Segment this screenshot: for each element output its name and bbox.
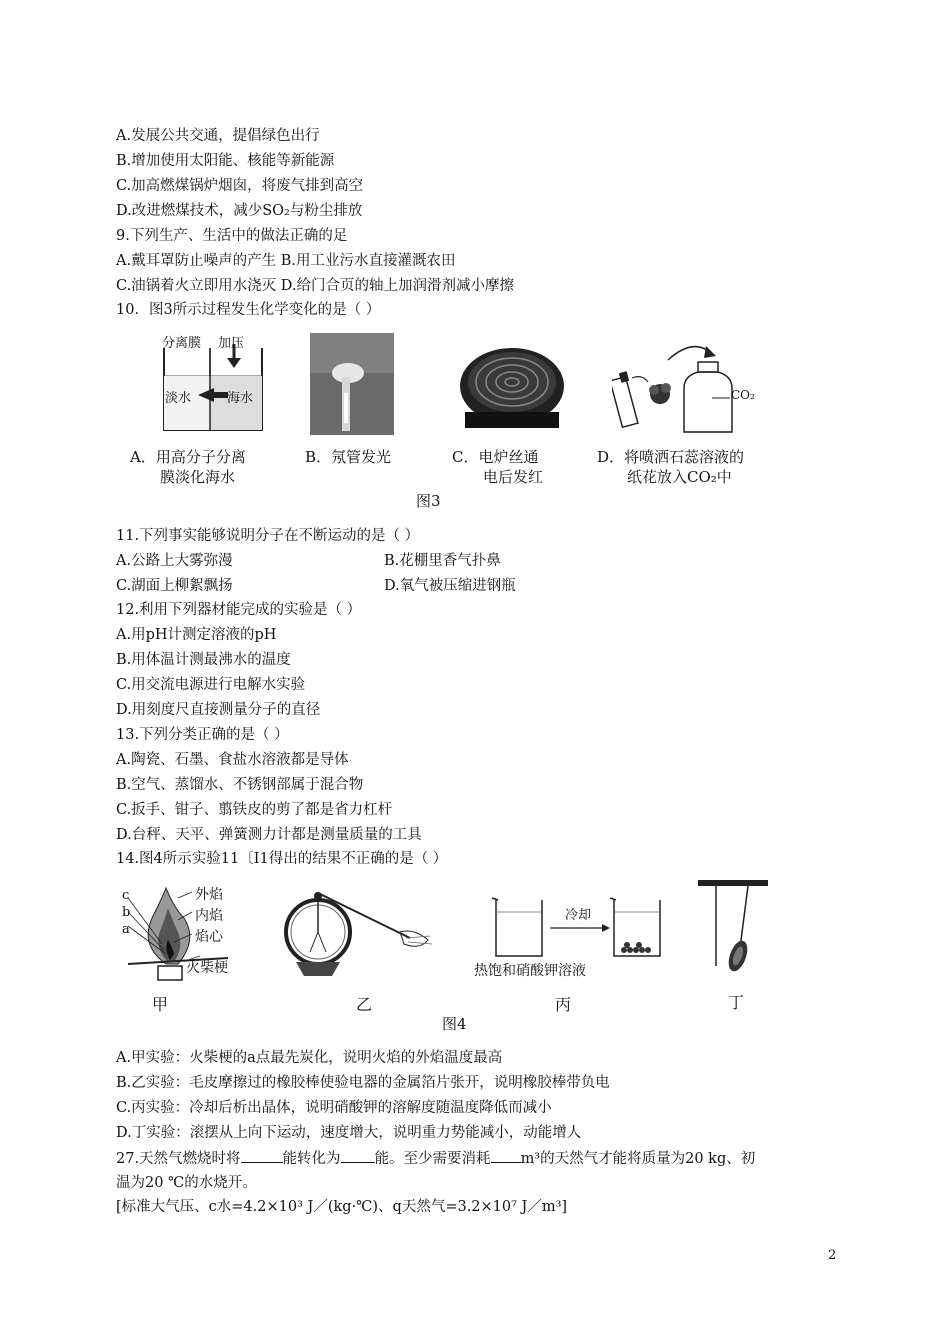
q8-option-d: D.改进燃煤技术，减少SO₂与粉尘排放 <box>116 203 363 219</box>
q11-option-b: B.花棚里香气扑鼻 <box>384 553 501 569</box>
fig4-label-b: b <box>122 905 131 920</box>
q12-option-b: B.用体温计测最沸水的温度 <box>116 652 291 668</box>
figure4-yi-electroscope <box>280 888 442 988</box>
figure3-b-neon-tube <box>310 333 394 435</box>
q11-option-a: A.公路上大雾弥漫 <box>116 553 233 569</box>
q9-stem: 9.下列生产、生活中的做法正确的足 <box>116 228 348 244</box>
fig3-caption-d-2: 纸花放入CO₂中 <box>627 468 732 486</box>
figure3-c-electric-stove <box>457 338 567 438</box>
fig4-outer-flame-label: 外焰 <box>195 887 223 903</box>
fig4-inner-flame-label: 内焰 <box>195 908 223 924</box>
fig3-sea-water-label: 海水 <box>227 391 254 406</box>
fig4-flame-core-label: 焰心 <box>195 929 223 945</box>
q8-option-b: B.增加使用太阳能、核能等新能源 <box>116 153 335 169</box>
q13-stem: 13.下列分类正确的是（ ） <box>116 727 289 743</box>
fig4-matchstick-label: 火柴梗 <box>186 960 228 976</box>
q11-option-d: D.氧气被压缩进钢瓶 <box>384 578 516 594</box>
fig3-caption-c-1: C．电炉丝通 <box>452 448 539 466</box>
fig3-press-label: 加压 <box>218 336 245 351</box>
fig4-label-ding: 丁 <box>728 993 745 1012</box>
q9-options-ab: A.戴耳罩防止噪声的产生 B.用工业污水直接灌溉农田 <box>116 253 456 269</box>
q14-option-d: D.丁实验：滚摆从上向下运动，速度增大，说明重力势能减小，动能增人 <box>116 1125 582 1141</box>
q11-option-c: C.湖面上柳絮飘扬 <box>116 578 233 594</box>
figure4-title: 图4 <box>442 1015 467 1033</box>
fig3-caption-b: B．氖管发光 <box>305 448 392 466</box>
q10-stem: 10．图3所示过程发生化学变化的是（ ） <box>116 302 381 318</box>
q11-stem: 11.下列事实能够说明分子在不断运动的是（ ） <box>116 528 420 544</box>
fig4-label-yi: 乙 <box>356 995 373 1014</box>
q27-part3: 能。至少需要消耗 <box>374 1151 491 1167</box>
figure3-d-co2-bottle <box>612 332 772 440</box>
fig4-label-a: a <box>122 922 130 937</box>
q13-option-a: A.陶瓷、石墨、食盐水溶液都是导体 <box>116 752 349 768</box>
fig3-membrane-label: 分离膜 <box>162 336 202 351</box>
figure4-jia-flame <box>118 884 248 984</box>
page-number: 2 <box>828 1248 837 1263</box>
q13-option-b: B.空气、蒸馏水、不锈钢部属于混合物 <box>116 777 364 793</box>
q27-line1 <box>116 1148 755 1169</box>
q27-blank-2 <box>341 1148 375 1163</box>
q8-option-a: A.发展公共交通，提倡绿色出行 <box>116 128 320 144</box>
figure3-title: 图3 <box>416 492 441 510</box>
fig3-caption-a-1: A．用高分子分离 <box>130 448 246 466</box>
q8-option-c: C.加高燃煤锅炉烟囱，将废气排到高空 <box>116 178 364 194</box>
q27-part1: 27.天然气燃烧时将 <box>116 1151 241 1167</box>
fig3-caption-d-1: D．将喷洒石蕊溶液的 <box>597 448 745 466</box>
q12-option-d: D.用刻度尺直接测量分子的直径 <box>116 702 321 718</box>
fig4-label-bing: 丙 <box>555 995 572 1014</box>
q27-constants: [标准大气压、c水=4.2×10³ J／(kg·℃)、q天然气=3.2×10⁷ J／m³] <box>116 1199 568 1215</box>
q12-stem: 12.利用下列器材能完成的实验是（ ） <box>116 602 362 618</box>
q14-option-c: C.丙实验：冷却后析出晶体，说明硝酸钾的溶解度随温度降低而减小 <box>116 1100 552 1116</box>
q27-blank-1 <box>241 1148 283 1163</box>
q27-part2: 能转化为 <box>282 1151 341 1167</box>
q13-option-d: D.台秤、天平、弹簧测力计都是测量质量的工具 <box>116 827 422 843</box>
q27-blank-3 <box>491 1148 521 1163</box>
q14-stem: 14.图4所示实验11〔I1得出的结果不正确的是（ ） <box>116 851 448 867</box>
fig3-caption-c-2: 电后发红 <box>483 468 544 486</box>
fig4-cool-label: 冷却 <box>565 908 592 923</box>
fig3-co2-label: CO₂ <box>731 388 755 402</box>
q27-part4: m³的天然气才能将质量为20 kg、初 <box>520 1151 756 1167</box>
fig4-solution-label: 热饱和硝酸钾溶液 <box>474 963 586 979</box>
fig3-caption-a-2: 膜淡化海水 <box>160 468 236 486</box>
q14-option-a: A.甲实验：火柴梗的a点最先炭化，说明火焰的外焰温度最高 <box>116 1050 503 1066</box>
figure4-bing-beakers <box>488 888 668 962</box>
fig3-fresh-water-label: 淡水 <box>165 391 192 406</box>
q12-option-c: C.用交流电源进行电解水实验 <box>116 677 306 693</box>
fig4-label-jia: 甲 <box>152 995 169 1014</box>
q27-line2: 温为20 ℃的水烧开。 <box>116 1175 257 1191</box>
q9-options-cd: C.油锅着火立即用水浇灭 D.给门合页的轴上加润滑剂减小摩擦 <box>116 278 515 294</box>
q14-option-b: B.乙实验：毛皮摩擦过的橡胶棒使验电器的金属箔片张开，说明橡胶棒带负电 <box>116 1075 610 1091</box>
figure4-ding-maxwell-wheel <box>694 878 774 978</box>
q12-option-a: A.用pH计测定溶液的pH <box>116 627 277 643</box>
fig4-label-c: c <box>122 888 130 903</box>
q13-option-c: C.扳手、钳子、翦铁皮的剪了都是省力杠杆 <box>116 802 393 818</box>
